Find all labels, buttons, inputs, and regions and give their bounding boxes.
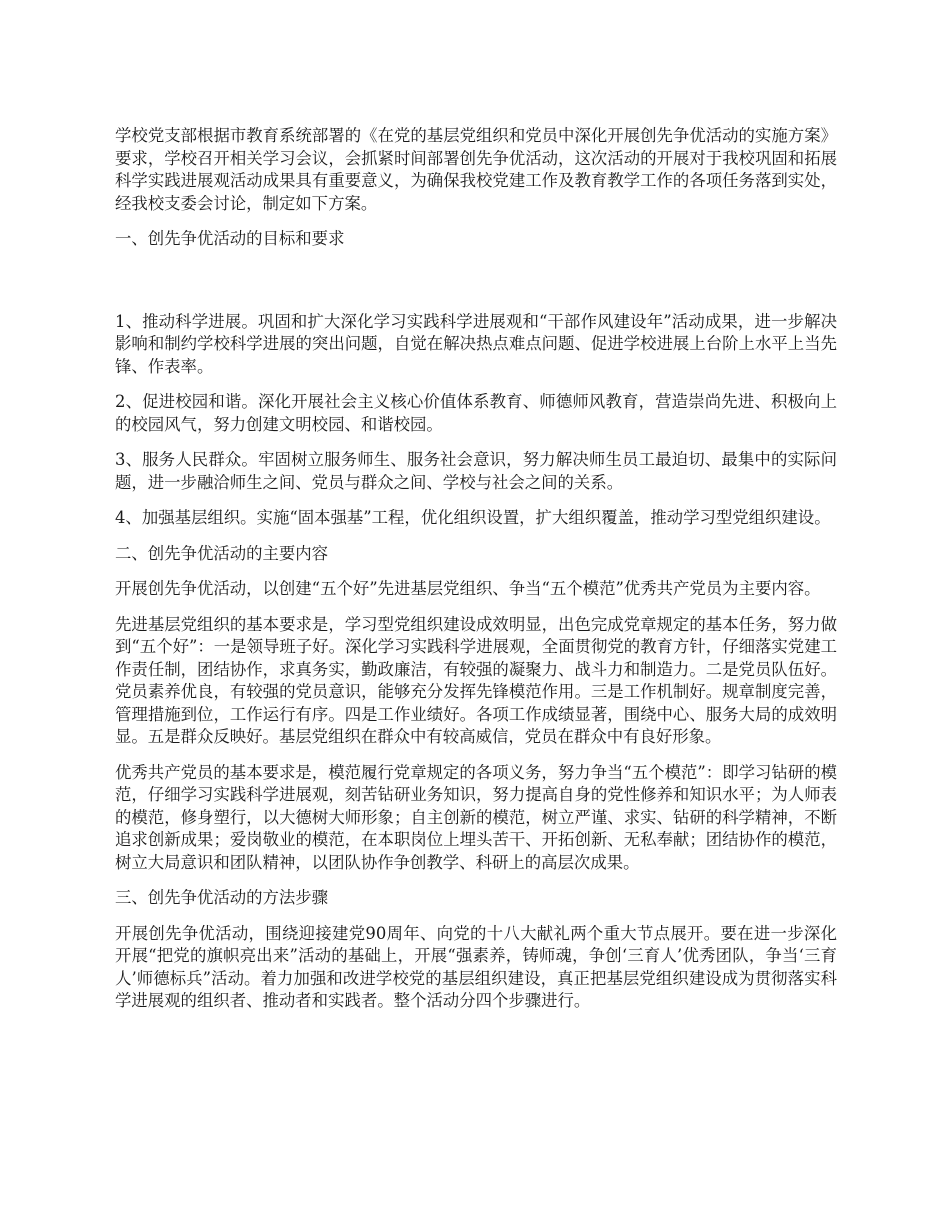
content-paragraph: 优秀共产党员的基本要求是，模范履行党章规定的各项义务，努力争当“五个模范”：即学习钻研的模范，仔细学习实践科学进展观，刻苦钻研业务知识，努力提高自身的党性修养和知识水平；为人师表的模范，修身塑行，以大德树大师形象；自主创新的模范，树立严谨、求实、钻研的科学精神，不断追求创新成果；爱岗敬业的模范，在本职岗位上埋头苦干、开拓创新、无私奉献；团结协作的模范，树立大局意识和团队精神，以团队协作争创教学、科研上的高层次成果。 — [115, 762, 837, 872]
section-heading-steps: 三、创先争优活动的方法步骤 — [115, 888, 329, 907]
steps-paragraph: 开展创先争优活动，围绕迎接建党90周年、向党的十八大献礼两个重大节点展开。要在进一步深化开展“把党的旗帜亮出来”活动的基础上，开展“强素养，铸师魂，争创‘三育人’优秀团队，争当‘三育人’师德标兵”活动。着力加强和改进学校党的基层组织建设，真正把基层党组织建设成为贯彻落实科学进展观的组织者、推动者和实践者。整个活动分四个步骤进行。 — [115, 923, 837, 1010]
section-heading-content: 二、创先争优活动的主要内容 — [115, 543, 329, 563]
goal-item: 4、加强基层组织。实施“固本强基”工程，优化组织设置，扩大组织覆盖，推动学习型党组织建设。 — [115, 508, 831, 527]
section-heading-goals: 一、创先争优活动的目标和要求 — [115, 229, 345, 248]
content-paragraph: 先进基层党组织的基本要求是，学习型党组织建设成效明显，出色完成党章规定的基本任务，努力做到“五个好”：一是领导班子好。深化学习实践科学进展观，全面贯彻党的教育方针，仔细落实党建工作责任制，团结协作，求真务实，勤政廉洁，有较强的凝聚力、战斗力和制造力。二是党员队伍好。党员素养优良，有较强的党员意识，能够充分发挥先锋模范作用。三是工作机制好。规章制度完善，管理措施到位，工作运行有序。四是工作业绩好。各项工作成绩显著，围绕中心、服务大局的成效明显。五是群众反映好。基层党组织在群众中有较高威信，党员在群众中有良好形象。 — [115, 614, 837, 746]
document-body — [115, 125, 837, 1026]
goal-item: 3、服务人民群众。牢固树立服务师生、服务社会意识，努力解决师生员工最迫切、最集中的实际问题，进一步融洽师生之间、党员与群众之间、学校与社会之间的关系。 — [115, 450, 837, 492]
goal-item: 2、促进校园和谐。深化开展社会主义核心价值体系教育、师德师风教育，营造崇尚先进、积极向上的校园风气，努力创建文明校园、和谐校园。 — [115, 392, 837, 434]
content-paragraph: 开展创先争优活动，以创建“五个好”先进基层党组织、争当“五个模范”优秀共产党员为主要内容。 — [115, 579, 821, 598]
goal-item: 1、推动科学进展。巩固和扩大深化学习实践科学进展观和“干部作风建设年”活动成果，进一步解决影响和制约学校科学进展的突出问题，自觉在解决热点难点问题、促进学校进展上台阶上水平上当先锋、作表率。 — [115, 311, 837, 376]
intro-paragraph: 学校党支部根据市教育系统部署的《在党的基层党组织和党员中深化开展创先争优活动的实施方案》要求，学校召开相关学习会议，会抓紧时间部署创先争优活动，这次活动的开展对于我校巩固和拓展科学实践进展观活动成果具有重要意义，为确保我校党建工作及教育教学工作的各项任务落到实处，经我校支委会讨论，制定如下方案。 — [115, 126, 837, 213]
blank-gap — [115, 264, 837, 311]
